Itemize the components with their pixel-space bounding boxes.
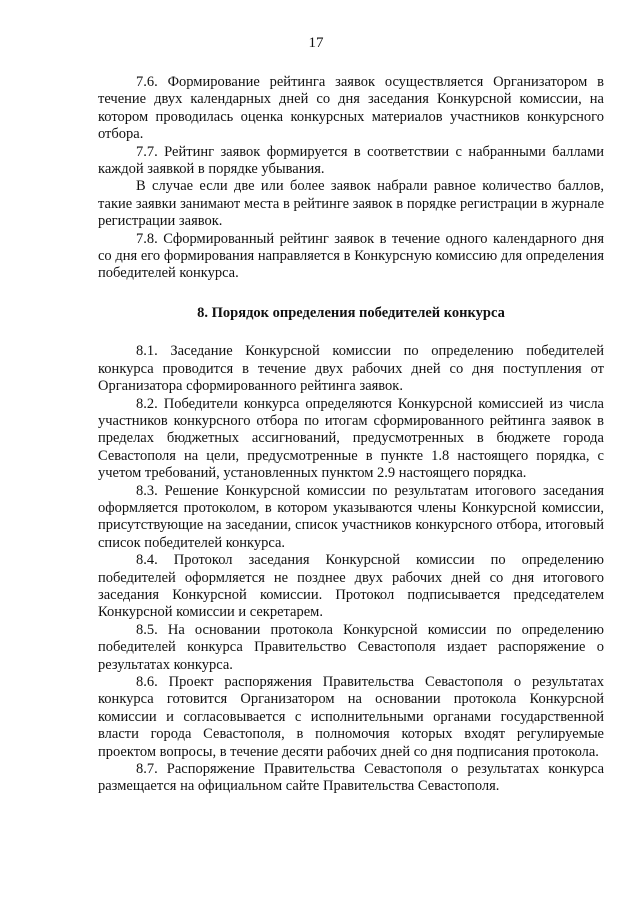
paragraph-8-4: 8.4. Протокол заседания Конкурсной комиссии по определению победителей оформляется не позднее двух рабочих дней со дня итогового заседания Конкурсной комиссии. Протокол подписывается председателем Конкурсной комиссии и секретарем. <box>98 552 604 621</box>
paragraph-8-3: 8.3. Решение Конкурсной комиссии по результатам итогового заседания оформляется протоколом, в котором указываются члены Конкурсной комиссии, присутствующие на заседании, список участников конкурсного отбора, итоговый список победителей конкурса. <box>98 482 604 551</box>
paragraph-8-2: 8.2. Победители конкурса определяются Конкурсной комиссией из числа участников конкурсного отбора по итогам сформированного рейтинга заявок в пределах бюджетных ассигнований, предусмотренных в бюджете города Севастополя на цели, предусмотренные в пункте 1.8 настоящего порядка, с учетом требований, установленных пунктом 2.9 настоящего порядка. <box>98 395 604 482</box>
page-number: 17 <box>308 35 324 51</box>
section-heading: 8. Порядок определения победителей конкурса <box>197 304 505 321</box>
paragraph-7-8: 7.8. Сформированный рейтинг заявок в течение одного календарного дня со дня его формирования направляется в Конкурсную комиссию для определения победителей конкурса. <box>98 230 604 282</box>
paragraph-8-7: 8.7. Распоряжение Правительства Севастополя о результатах конкурса размещается на официальном сайте Правительства Севастополя. <box>98 761 604 795</box>
paragraph-8-5: 8.5. На основании протокола Конкурсной комиссии по определению победителей конкурса Правительство Севастополя издает распоряжение о результатах конкурса. <box>98 621 604 673</box>
paragraph-8-1: 8.1. Заседание Конкурсной комиссии по определению победителей конкурса проводится в течение двух рабочих дней со дня поступления от Организатора сформированного рейтинга заявок. <box>98 343 604 395</box>
paragraph-7-6: 7.6. Формирование рейтинга заявок осуществляется Организатором в течение двух календарных дней со дня заседания Конкурсной комиссии, на котором проводилась оценка конкурсных материалов участников конкурсного отбора. <box>98 74 604 143</box>
paragraph-equal-scores: В случае если две или более заявок набрали равное количество баллов, такие заявки занимают места в рейтинге заявок в порядке регистрации в журнале регистрации заявок. <box>98 178 604 230</box>
paragraph-8-6: 8.6. Проект распоряжения Правительства Севастополя о результатах конкурса готовится Организатором на основании протокола Конкурсной комиссии и согласовывается с исполнительными органами государственной власти города Севастополя, в полномочия которых входят регулируемые проектом вопросы, в течение десяти рабочих дней со дня подписания протокола. <box>98 674 604 760</box>
paragraph-7-7: 7.7. Рейтинг заявок формируется в соответствии с набранными баллами каждой заявкой в порядке убывания. <box>98 143 604 178</box>
